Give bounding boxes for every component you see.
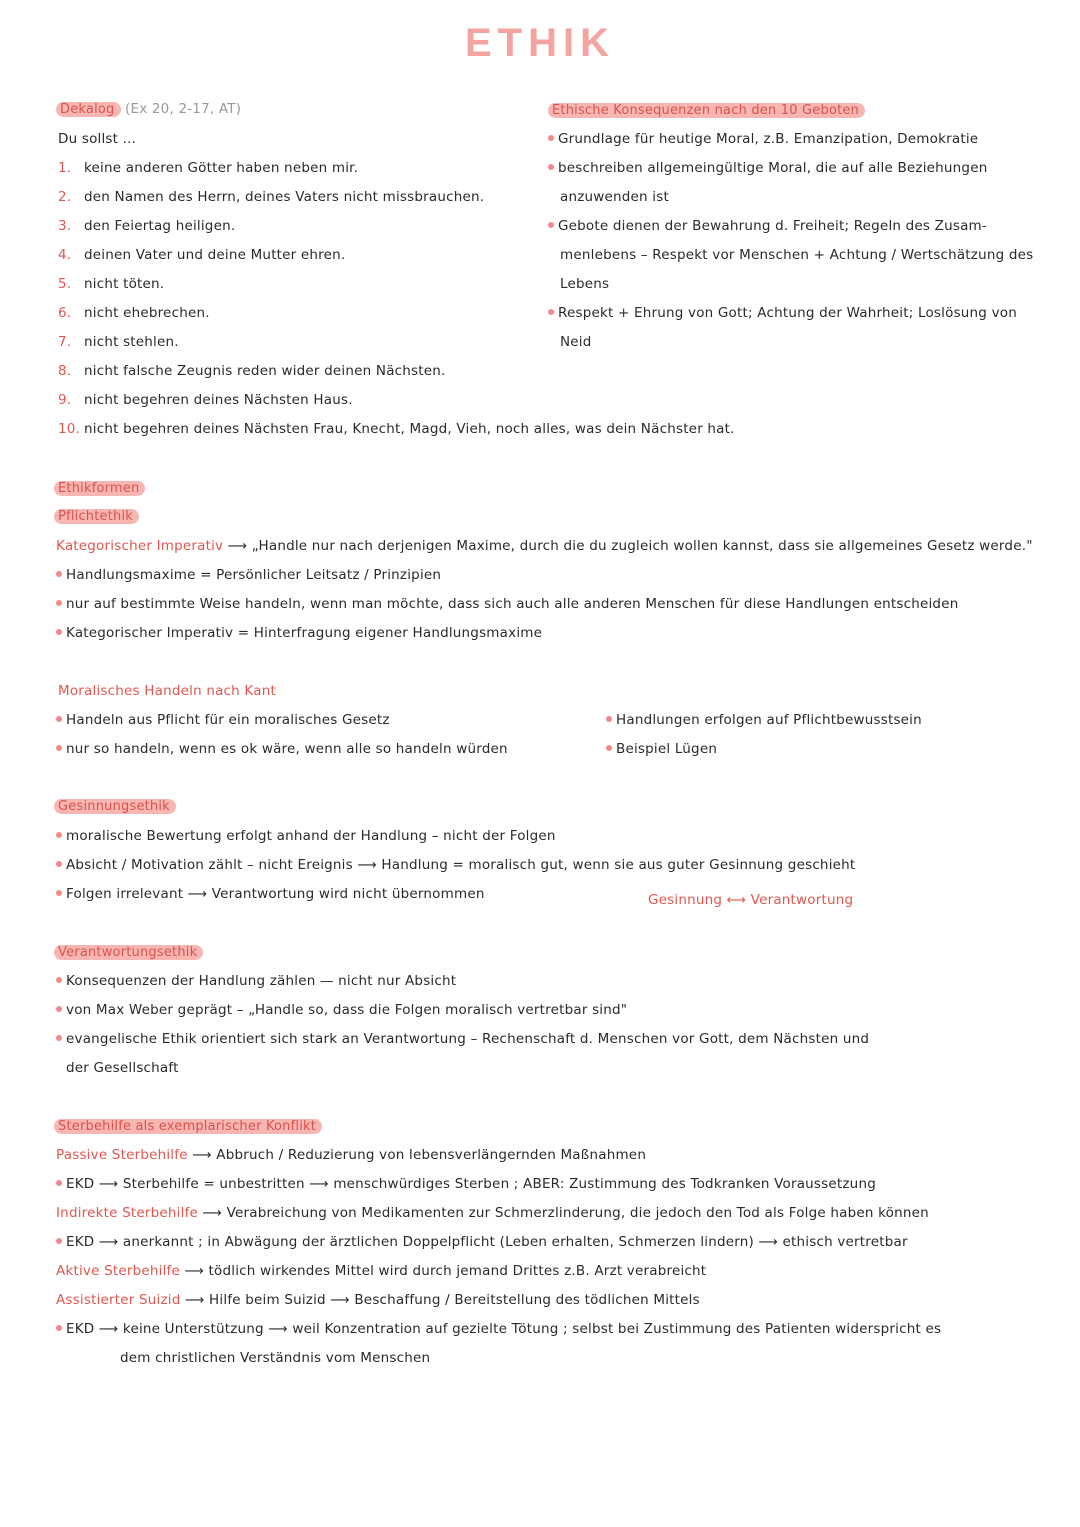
list-item: 5. nicht töten. [58,276,165,292]
list-item: nur auf bestimmte Weise handeln, wenn man möchte, dass sich auch alle anderen Menschen für diese Handlungen entscheiden [56,595,958,613]
bullet-icon [56,1325,62,1331]
page-title: ETHIK [465,21,615,65]
list-item: Absicht / Motivation zählt – nicht Ereignis ⟶ Handlung = moralisch gut, wenn sie aus guter Gesinnung geschieht [56,856,855,874]
bullet-icon [56,600,62,606]
bullet-icon [56,977,62,983]
bullet-icon [606,716,612,722]
gesinnung-contrast: Gesinnung ⟷ Verantwortung [648,892,854,908]
list-item: Lebens [560,276,610,292]
list-item: nur so handeln, wenn es ok wäre, wenn alle so handeln würden [56,740,508,758]
list-item: 9. nicht begehren deines Nächsten Haus. [58,392,353,408]
list-item: 8. nicht falsche Zeugnis reden wider deinen Nächsten. [58,363,446,379]
imperativ-label: Kategorischer Imperativ [56,538,224,554]
list-item: evangelische Ethik orientiert sich stark an Verantwortung – Rechenschaft d. Menschen vor Gott, dem Nächsten und [56,1030,869,1048]
list-item: Handeln aus Pflicht für ein moralisches Gesetz [56,711,390,729]
list-item: 1. keine anderen Götter haben neben mir. [58,160,359,176]
dekalog-reference: (Ex 20, 2-17, AT) [125,101,242,117]
list-item: EKD ⟶ Sterbehilfe = unbestritten ⟶ menschwürdiges Sterben ; ABER: Zustimmung des Todkranken Voraussetzung [56,1175,876,1193]
list-item-continuation: der Gesellschaft [66,1060,179,1076]
kant-heading: Moralisches Handeln nach Kant [58,683,276,699]
list-item: 3. den Feiertag heiligen. [58,218,236,234]
list-item: Handlungsmaxime = Persönlicher Leitsatz / Prinzipien [56,566,441,584]
list-item: menlebens – Respekt vor Menschen + Achtung / Wertschätzung des [560,247,1034,263]
bullet-icon [56,716,62,722]
assistierter-suizid: Assistierter Suizid ⟶ Hilfe beim Suizid ⟶ Beschaffung / Bereitstellung des tödlichen Mittels [56,1292,700,1308]
list-item: Gebote dienen der Bewahrung d. Freiheit; Regeln des Zusam- [548,217,987,235]
list-item: Respekt + Ehrung von Gott; Achtung der Wahrheit; Loslösung von [548,304,1017,322]
bullet-icon [548,222,554,228]
list-item: anzuwenden ist [560,189,669,205]
list-item: 7. nicht stehlen. [58,334,179,350]
list-item: 6. nicht ehebrechen. [58,305,210,321]
bullet-icon [56,1238,62,1244]
bullet-icon [56,890,62,896]
bullet-icon [548,309,554,315]
bullet-icon [548,135,554,141]
dekalog-header [56,100,241,118]
list-item: Neid [560,334,592,350]
verantwortung-heading: Verantwortungsethik [54,943,203,961]
list-item: Folgen irrelevant ⟶ Verantwortung wird nicht übernommen [56,885,485,903]
bullet-icon [56,861,62,867]
list-item: von Max Weber geprägt – „Handle so, dass die Folgen moralisch vertretbar sind" [56,1001,627,1019]
bullet-icon [548,164,554,170]
list-item: 2. den Namen des Herrn, deines Vaters nicht missbrauchen. [58,189,485,205]
list-item: Handlungen erfolgen auf Pflichtbewusstsein [606,711,922,729]
bullet-icon [56,629,62,635]
bullet-icon [56,745,62,751]
list-item: EKD ⟶ keine Unterstützung ⟶ weil Konzentration auf gezielte Tötung ; selbst bei Zustimmung des Patienten widerspricht es [56,1320,941,1338]
bullet-icon [606,745,612,751]
ethikformen-heading: Ethikformen [54,479,145,497]
list-item: Grundlage für heutige Moral, z.B. Emanzipation, Demokratie [548,130,978,148]
dekalog-intro: Du sollst ... [58,131,137,147]
list-item: Kategorischer Imperativ = Hinterfragung eigener Handlungsmaxime [56,624,542,642]
imperativ-text: ⟶ „Handle nur nach derjenigen Maxime, durch die du zugleich wollen kannst, dass sie allgemeines Gesetz werde." [227,538,1033,554]
dekalog-heading: Dekalog [56,102,121,117]
bullet-icon [56,571,62,577]
bullet-icon [56,1035,62,1041]
pflichtethik-heading: Pflichtethik [54,507,139,525]
list-item: EKD ⟶ anerkannt ; in Abwägung der ärztlichen Doppelpflicht (Leben erhalten, Schmerzen lindern) ⟶ ethisch vertretbar [56,1233,908,1251]
bullet-icon [56,1006,62,1012]
list-item: beschreiben allgemeingültige Moral, die auf alle Beziehungen [548,159,987,177]
bullet-icon [56,1180,62,1186]
bullet-icon [56,832,62,838]
indirekte-sterbehilfe: Indirekte Sterbehilfe ⟶ Verabreichung von Medikamenten zur Schmerzlinderung, die jedoch den Tod als Folge haben können [56,1205,929,1221]
imperativ-line [56,537,1033,555]
sterbehilfe-heading: Sterbehilfe als exemplarischer Konflikt [54,1117,322,1135]
list-item: 10. nicht begehren deines Nächsten Frau, Knecht, Magd, Vieh, noch alles, was dein Nächster hat. [58,421,735,437]
aktive-sterbehilfe: Aktive Sterbehilfe ⟶ tödlich wirkendes Mittel wird durch jemand Drittes z.B. Arzt verabreicht [56,1263,707,1279]
list-item: 4. deinen Vater und deine Mutter ehren. [58,247,346,263]
list-item: moralische Bewertung erfolgt anhand der Handlung – nicht der Folgen [56,827,556,845]
konsequenzen-heading: Ethische Konsequenzen nach den 10 Geboten [548,101,865,119]
list-item-continuation: dem christlichen Verständnis vom Menschen [120,1350,431,1366]
list-item: Beispiel Lügen [606,740,717,758]
list-item: Konsequenzen der Handlung zählen — nicht nur Absicht [56,972,456,990]
passive-sterbehilfe: Passive Sterbehilfe ⟶ Abbruch / Reduzierung von lebensverlängernden Maßnahmen [56,1147,647,1163]
gesinnung-heading: Gesinnungsethik [54,797,176,815]
